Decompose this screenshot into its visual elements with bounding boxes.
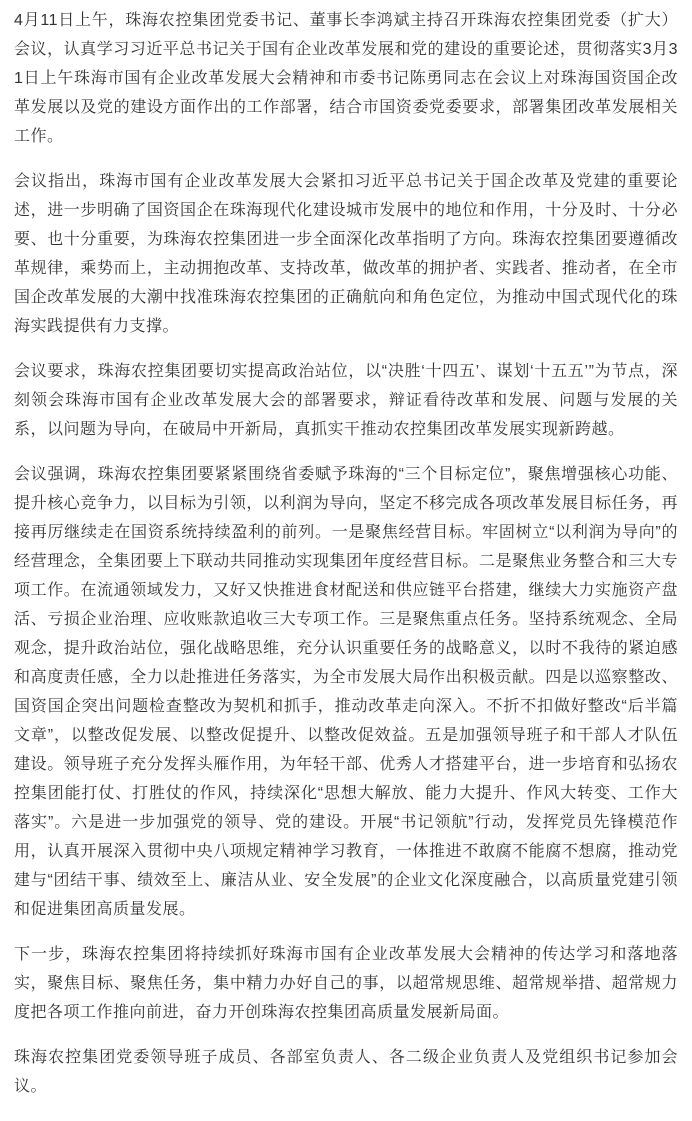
paragraph-meeting-pointed-out: 会议指出，珠海市国有企业改革发展大会紧扣习近平总书记关于国企改革及党建的重要论述，进一步明确了国资国企在珠海现代化建设城市发展中的地位和作用，十分及时、十分必要、也十分重要，为珠海农控集团进一步全面深化改革指明了方向。珠海农控集团要遵循改革规律，乘势而上，主动拥抱改革、支持改革，做改革的拥护者、实践者、推动者，在全市国企改革发展的大潮中找准珠海农控集团的正确航向和角色定位，为推动中国式现代化的珠海实践提供有力支撑。 (14, 173, 678, 335)
paragraph-meeting-intro: 4月11日上午，珠海农控集团党委书记、董事长李鸿斌主持召开珠海农控集团党委（扩大）会议，认真学习习近平总书记关于国有企业改革发展和党的建设的重要论述，贯彻落实3月31日上午珠海市国有企业改革发展大会精神和市委书记陈勇同志在会议上对珠海国资国企改革发展以及党的建设方面作出的工作部署，结合市国资委党委要求，部署集团改革发展相关工作。 (14, 12, 678, 145)
paragraph-attendees: 珠海农控集团党委领导班子成员、各部室负责人、各二级企业负责人及党组织书记参加会议。 (14, 1049, 678, 1095)
paragraph-meeting-emphasis: 会议强调，珠海农控集团要紧紧围绕省委赋予珠海的“三个目标定位”，聚焦增强核心功能、提升核心竞争力，以目标为引领，以利润为导向，坚定不移完成各项改革发展目标任务，再接再厉继续走在国资系统持续盈利的前列。一是聚焦经营目标。牢固树立“以利润为导向”的经营理念，全集团要上下联动共同推动实现集团年度经营目标。二是聚焦业务整合和三大专项工作。在流通领域发力，又好又快推进食材配送和供应链平台搭建，继续大力实施资产盘活、亏损企业治理、应收账款追收三大专项工作。三是聚焦重点任务。坚持系统观念、全局观念，提升政治站位，强化战略思维，充分认识重要任务的战略意义，以时不我待的紧迫感和高度责任感，全力以赴推进任务落实，为全市发展大局作出积极贡献。四是以巡察整改、国资国企突出问题检查整改为契机和抓手，推动改革走向深入。不折不扣做好整改“后半篇文章”，以整改促发展、以整改促提升、以整改促效益。五是加强领导班子和干部人才队伍建设。领导班子充分发挥头雁作用，为年轻干部、优秀人才搭建平台，进一步培育和弘扬农控集团能打仗、打胜仗的作风，持续深化“思想大解放、能力大提升、作风大转变、工作大落实”。六是进一步加强党的领导、党的建设。开展“书记领航”行动，发挥党员先锋模范作用，认真开展深入贯彻中央八项规定精神学习教育，一体推进不敢腐不能腐不想腐，推动党建与“团结干事、绩效至上、廉洁从业、安全发展”的企业文化深度融合，以高质量党建引领和促进集团高质量发展。 (14, 466, 678, 918)
paragraph-meeting-requirements: 会议要求，珠海农控集团要切实提高政治站位，以“决胜‘十四五’、谋划‘十五五’”为节点，深刻领会珠海市国有企业改革发展大会的部署要求，辩证看待改革和发展、问题与发展的关系，以问题为导向，在破局中开新局，真抓实干推动农控集团改革发展实现新跨越。 (14, 363, 678, 438)
paragraph-next-steps: 下一步，珠海农控集团将持续抓好珠海市国有企业改革发展大会精神的传达学习和落地落实，聚焦目标、聚焦任务，集中精力办好自己的事，以超常规思维、超常规举措、超常规力度把各项工作推向前进，奋力开创珠海农控集团高质量发展新局面。 (14, 946, 678, 1021)
